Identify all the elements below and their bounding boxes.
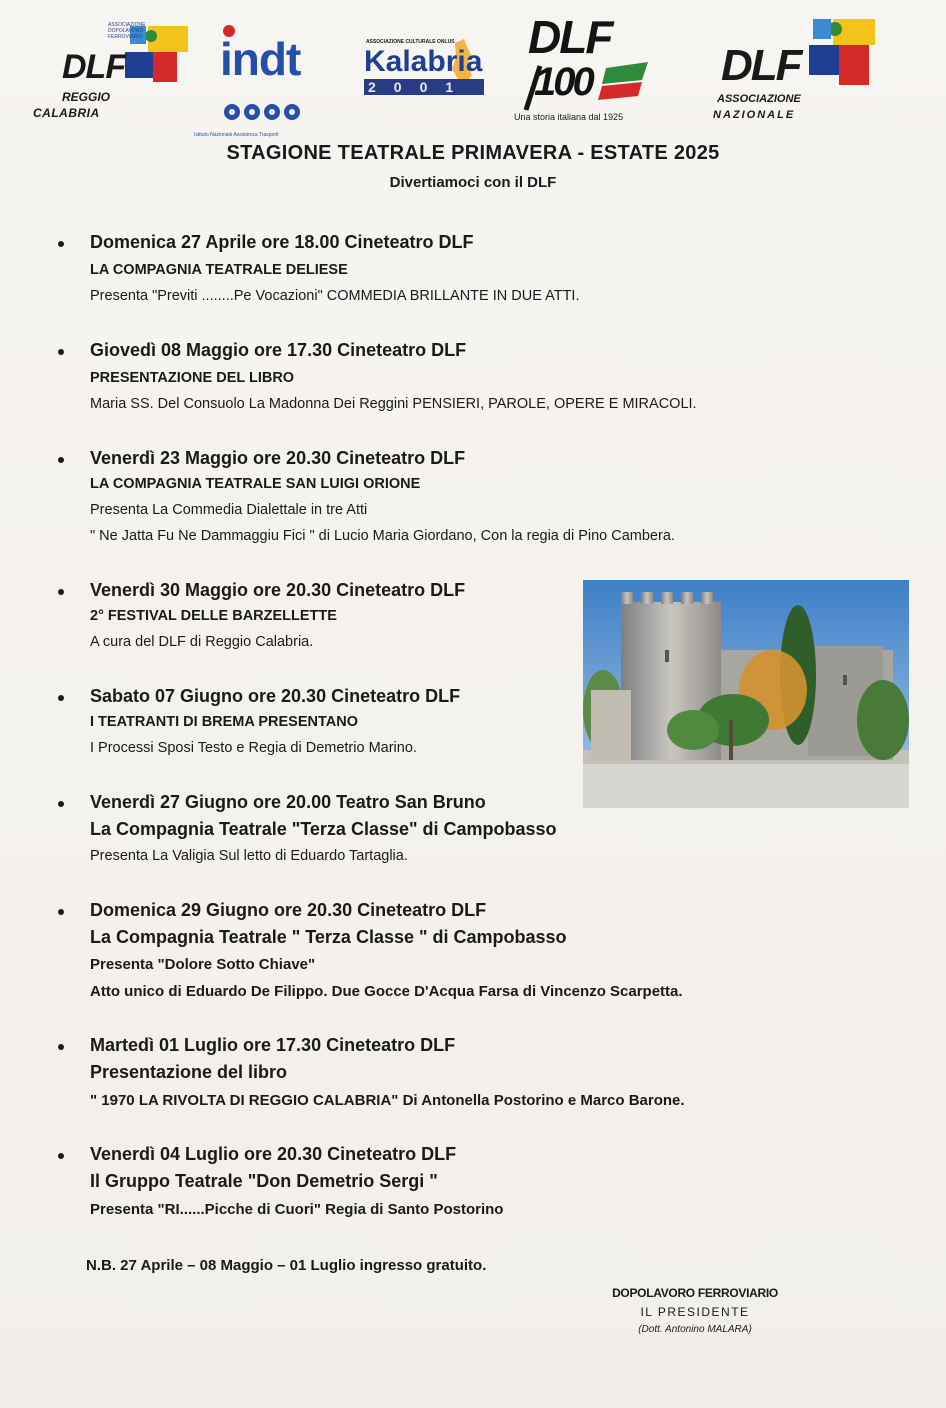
dlf-reggio-line1: REGGIO [62,90,111,104]
bullet-icon [58,589,64,595]
dlf100-logo [510,10,660,125]
event-line: Atto unico di Eduardo De Filippo. Due Gocce D'Acqua Farsa di Vincenzo Scarpetta. [90,983,683,1000]
dlf-reggio-brand: DLF [62,48,126,86]
bullet-icon [58,241,64,247]
event-line: " 1970 LA RIVOLTA DI REGGIO CALABRIA" Di Antonella Postorino e Marco Barone. [90,1092,685,1109]
signature-name: (Dott. Antonino MALARA) [638,1324,752,1335]
event-line: Presenta "RI......Picche di Cuori" Regia di Santo Postorino [90,1201,504,1218]
event-line: Presenta "Previti ........Pe Vocazioni" COMMEDIA BRILLANTE IN DUE ATTI. [90,288,580,304]
event-line: Maria SS. Del Consuolo La Madonna Dei Reggini PENSIERI, PAROLE, OPERE E MIRACOLI. [90,396,697,412]
dlf-reggio-line2: CALABRIA [33,106,100,120]
dlf-reggio-tiny: ASSOCIAZIONE DOPOLAVORO FERROVIARIO [108,22,146,40]
event-line: La Compagnia Teatrale "Terza Classe" di Campobasso [90,819,557,839]
dlf100-brand: DLF [528,11,612,63]
event-line: " Ne Jatta Fu Ne Dammaggiu Fici " di Lucio Maria Giordano, Con la regia di Pino Cambera. [90,528,675,544]
bullet-icon [58,1153,64,1159]
event-heading: Venerdì 23 Maggio ore 20.30 Cineteatro DLF [90,448,466,468]
bullet-icon [58,457,64,463]
page-subtitle: Divertiamoci con il DLF [389,174,557,191]
dlf-nazionale-logo [705,15,885,125]
signature-org: DOPOLAVORO FERROVIARIO [612,1286,778,1300]
event-line: I TEATRANTI DI BREMA PRESENTANO [90,714,358,730]
event-heading: Venerdì 27 Giugno ore 20.00 Teatro San Bruno [90,792,486,812]
event-line: Presenta "Dolore Sotto Chiave" [90,956,316,973]
event-heading: Domenica 27 Aprile ore 18.00 Cineteatro DLF [90,232,474,252]
event-heading: Giovedì 08 Maggio ore 17.30 Cineteatro DLF [90,340,467,360]
event-heading: Martedì 01 Luglio ore 17.30 Cineteatro DLF [90,1035,456,1055]
dlf-nazionale-line2: NAZIONALE [713,109,796,121]
dlf100-number: 100 [534,60,592,104]
event-line: La Compagnia Teatrale " Terza Classe " di Campobasso [90,927,567,947]
event-line: I Processi Sposi Testo e Regia di Demetrio Marino. [90,740,417,756]
free-entry-note: N.B. 27 Aprile – 08 Maggio – 01 Luglio ingresso gratuito. [86,1257,487,1274]
page-title: STAGIONE TEATRALE PRIMAVERA - ESTATE 2025 [226,142,720,164]
event-line: Presenta La Valigia Sul letto di Eduardo Tartaglia. [90,848,408,864]
indt-brand: indt [220,33,301,85]
bullet-icon [58,801,64,807]
event-heading: Domenica 29 Giugno ore 20.30 Cineteatro DLF [90,900,487,920]
bullet-icon [58,349,64,355]
event-line: A cura del DLF di Reggio Calabria. [90,634,314,650]
castle-photo [583,580,909,808]
event-heading: Venerdì 04 Luglio ore 20.30 Cineteatro DLF [90,1144,457,1164]
dlf-nazionale-brand: DLF [721,41,801,90]
kalabria-brand: Kalabria [364,45,483,78]
event-line: LA COMPAGNIA TEATRALE SAN LUIGI ORIONE [90,476,421,492]
kalabria-year: 2001 [368,79,472,95]
dlf-nazionale-line1: ASSOCIAZIONE [717,93,801,105]
castle-image-icon [583,580,909,808]
event-line: Il Gruppo Teatrale "Don Demetrio Sergi " [90,1171,438,1191]
event-line: 2° FESTIVAL DELLE BARZELLETTE [90,608,337,624]
bullet-icon [58,695,64,701]
event-line: PRESENTAZIONE DEL LIBRO [90,370,295,386]
bullet-icon [58,1044,64,1050]
kalabria-top: ASSOCIAZIONE CULTURALE ONLUS [366,39,455,45]
dlf100-caption: Una storia italiana dal 1925 [514,112,624,122]
signature-role: IL PRESIDENTE [640,1305,750,1319]
event-heading: Sabato 07 Giugno ore 20.30 Cineteatro DLF [90,686,461,706]
dlf-reggio-logo [30,20,195,125]
bullet-icon [58,909,64,915]
kalabria-logo [360,35,500,100]
event-line: LA COMPAGNIA TEATRALE DELIESE [90,262,348,278]
event-heading: Venerdì 30 Maggio ore 20.30 Cineteatro DLF [90,580,466,600]
indt-caption: Istituto Nazionale Assistenza Trasporti [194,132,279,138]
indt-logo [190,20,340,138]
event-line: Presentazione del libro [90,1062,288,1082]
event-line: Presenta La Commedia Dialettale in tre Atti [90,502,368,518]
